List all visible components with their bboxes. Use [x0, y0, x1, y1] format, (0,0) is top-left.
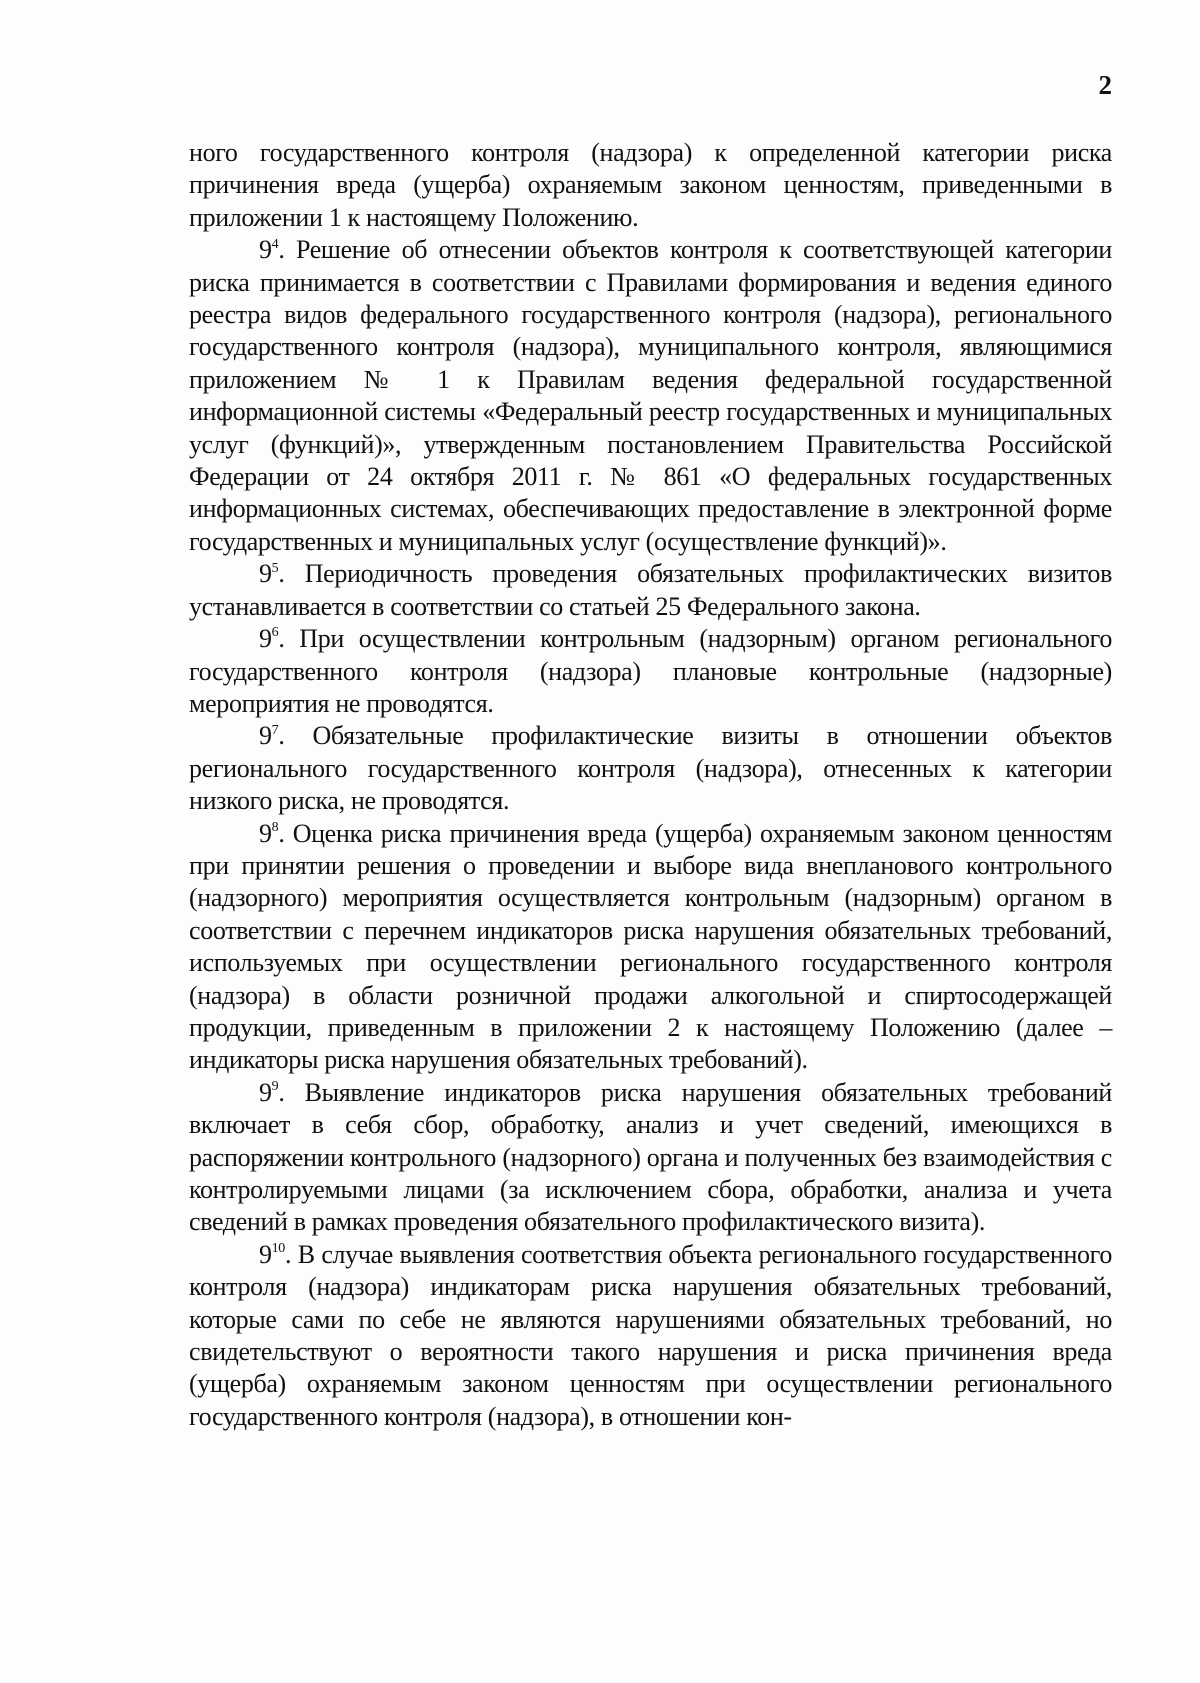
paragraph-9-4 — [189, 234, 1112, 558]
paragraph-superscript: 10 — [271, 1241, 285, 1257]
paragraph-number: 9 — [259, 1077, 272, 1107]
paragraph-superscript: 9 — [271, 1079, 279, 1095]
paragraph-9-7 — [189, 720, 1112, 817]
paragraph-9-6 — [189, 623, 1112, 720]
paragraph-superscript: 6 — [271, 625, 279, 641]
paragraph-continuation — [189, 137, 1112, 234]
paragraph-superscript: 8 — [271, 819, 279, 835]
paragraph-9-10 — [189, 1239, 1112, 1433]
paragraph-number: 9 — [259, 559, 272, 589]
paragraph-number: 9 — [259, 1239, 272, 1269]
paragraph-text: . Выявление индикаторов риска нарушения обязательных требований включает в себя сбор, обработку, анализ и учет сведений, имеющихся в распоряжении контрольного (надзорного) органа и полученных без взаимодействия с контролируемыми лицами (за исключением сбора, обработки, анализа и учета сведений в рамках проведения обязательного профилактического визита). — [189, 1077, 1112, 1237]
paragraph-text: . В случае выявления соответствия объекта регионального государственного контроля (надзора) индикаторам риска нарушения обязательных требований, которые сами по себе не являются нарушениями обязательных требований, но свидетельствуют о вероятности такого нарушения и риска причинения вреда (ущерба) охраняемым законом ценностям при осуществлении регионального государственного контроля (надзора), в отношении кон- — [189, 1239, 1112, 1431]
page-number: 2 — [1098, 70, 1112, 100]
paragraph-superscript: 7 — [271, 722, 279, 738]
paragraph-text: . При осуществлении контрольным (надзорным) органом регионального государственного контроля (надзора) плановые контрольные (надзорные) мероприятия не проводятся. — [189, 624, 1112, 718]
paragraph-text: . Периодичность проведения обязательных профилактических визитов устанавливается в соответствии со статьей 25 Федерального закона. — [189, 559, 1112, 621]
paragraph-text: . Оценка риска причинения вреда (ущерба) охраняемым законом ценностям при принятии решения о проведении и выборе вида внепланового контрольного (надзорного) мероприятия осуществляется контрольным (надзорным) органом в соответствии с перечнем индикаторов риска нарушения обязательных требований, используемых при осуществлении регионального государственного контроля (надзора) в области розничной продажи алкогольной и спиртосодержащей продукции, приведенным в приложении 2 к настоящему Положению (далее – индикаторы риска нарушения обязательных требований). — [189, 818, 1112, 1075]
paragraph-text: . Решение об отнесении объектов контроля к соответствующей категории риска принимается в соответствии с Правилами формирования и ведения единого реестра видов федерального государственного контроля (надзора), регионального государственного контроля (надзора), муниципального контроля, являющимися приложением № 1 к Правилам ведения федеральной государственной информационной системы «Федеральный реестр государственных и муниципальных услуг (функций)», утвержденным постановлением Правительства Российской Федерации от 24 октября 2011 г. № 861 «О федеральных государственных информационных системах, обеспечивающих предоставление в электронной форме государственных и муниципальных услуг (осуществление функций)». — [189, 235, 1112, 556]
paragraph-text: . Обязательные профилактические визиты в отношении объектов регионального государственного контроля (надзора), отнесенных к категории низкого риска, не проводятся. — [189, 721, 1112, 816]
paragraph-number: 9 — [259, 235, 272, 265]
paragraph-9-8 — [189, 818, 1112, 1077]
paragraph-superscript: 4 — [271, 236, 279, 252]
paragraph-9-5 — [189, 558, 1112, 623]
paragraph-number: 9 — [259, 624, 272, 654]
paragraph-text: ного государственного контроля (надзора) к определенной категории риска причинения вреда (ущерба) охраняемым законом ценностям, приведенными в приложении 1 к настоящему Положению. — [189, 138, 1112, 232]
paragraph-9-9 — [189, 1077, 1112, 1239]
document-body — [189, 137, 1112, 1433]
paragraph-superscript: 5 — [271, 560, 279, 576]
paragraph-number: 9 — [259, 721, 272, 751]
paragraph-number: 9 — [259, 818, 272, 848]
